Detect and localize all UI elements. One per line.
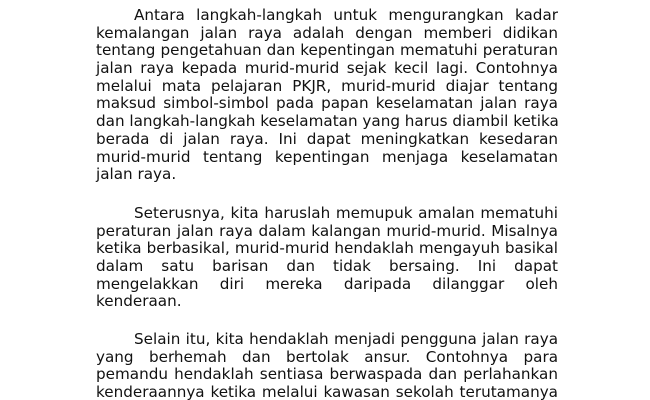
text-line: maksud simbol-simbol pada papan keselamatan jalan raya	[96, 94, 558, 113]
text-line: dalam satu barisan dan tidak bersaing. Ini dapat	[96, 257, 558, 276]
text-line: kenderaan.	[96, 292, 182, 311]
text-line: ketika berbasikal, murid-murid hendaklah mengayuh basikal	[96, 239, 558, 258]
paragraph-3	[96, 331, 558, 400]
text-line: Antara langkah-langkah untuk mengurangkan kadar	[134, 6, 558, 24]
text-line: Seterusnya, kita haruslah memupuk amalan mematuhi	[134, 204, 558, 222]
text-line: berada di jalan raya. Ini dapat meningkatkan kesedaran	[96, 129, 558, 148]
text-line: melalui mata pelajaran PKJR, murid-murid diajar tentang	[96, 76, 558, 95]
text-line: dan langkah-langkah keselamatan yang harus diambil ketika	[96, 112, 559, 131]
paragraph-1	[96, 7, 558, 184]
text-line: kenderaannya ketika melalui kawasan sekolah terutamanya	[96, 383, 558, 400]
text-line: kemalangan jalan raya adalah dengan memberi didikan	[96, 23, 558, 42]
text-line: yang berhemah dan bertolak ansur. Contohnya para	[96, 347, 558, 366]
text-line: tentang pengetahuan dan kepentingan mematuhi peraturan	[96, 41, 558, 60]
text-line: pemandu hendaklah sentiasa berwaspada dan perlahankan	[96, 365, 558, 384]
paragraph-2	[96, 205, 558, 311]
text-line: murid-murid tentang kepentingan menjaga keselamatan	[96, 147, 558, 166]
text-line: jalan raya.	[96, 165, 177, 184]
text-line: Selain itu, kita hendaklah menjadi pengguna jalan raya	[134, 330, 558, 348]
text-line: mengelakkan diri mereka daripada dilanggar oleh	[96, 274, 558, 293]
text-line: jalan raya kepada murid-murid sejak kecil lagi. Contohnya	[96, 59, 558, 78]
text-line: peraturan jalan raya dalam kalangan murid-murid. Misalnya	[96, 221, 558, 240]
